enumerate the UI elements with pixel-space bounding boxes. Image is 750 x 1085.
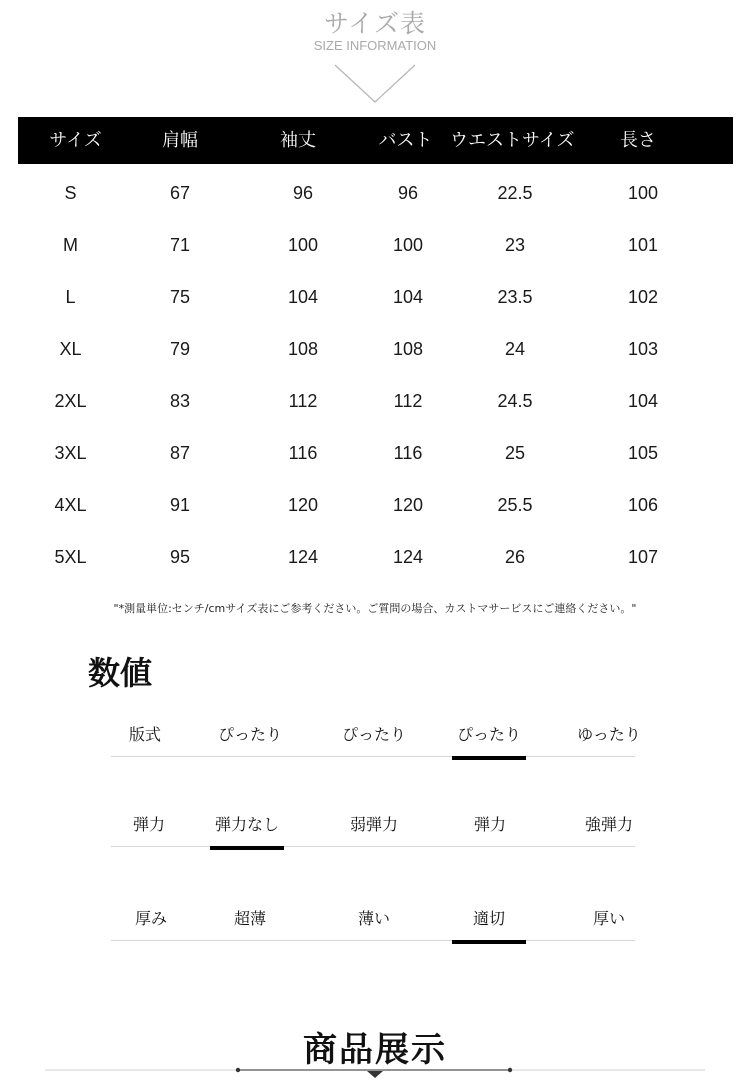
table-cell: 67 — [169, 183, 191, 203]
table-cell: 23 — [504, 235, 526, 255]
section-divider — [45, 1062, 705, 1082]
table-cell: 116 — [288, 443, 318, 463]
table-cell: 96 — [292, 183, 314, 203]
attribute-option: ゆったり — [577, 725, 641, 744]
table-cell: 24 — [504, 339, 526, 359]
table-cell: 124 — [392, 547, 424, 567]
table-cell: 26 — [504, 547, 526, 567]
column-header-waist: ウエストサイズ — [450, 130, 575, 151]
column-header-bust: バスト — [378, 130, 433, 151]
table-cell: 104 — [627, 391, 659, 411]
table-cell: 79 — [169, 339, 191, 359]
table-cell: 100 — [287, 235, 319, 255]
table-cell: 112 — [393, 391, 423, 411]
table-cell: 103 — [627, 339, 659, 359]
table-cell: 102 — [627, 287, 659, 307]
table-cell: 75 — [169, 287, 191, 307]
table-row — [18, 323, 733, 375]
table-cell: 91 — [169, 495, 191, 515]
table-cell: 100 — [392, 235, 424, 255]
table-cell: 23.5 — [497, 287, 533, 307]
table-row — [18, 427, 733, 479]
table-row — [18, 531, 733, 583]
attribute-option: 薄い — [357, 909, 390, 928]
table-cell: 101 — [627, 235, 659, 255]
table-row — [18, 479, 733, 531]
size-chart-subtitle: SIZE INFORMATION — [313, 38, 437, 53]
column-header-sleeve: 袖丈 — [280, 130, 316, 151]
attribute-label: 弾力 — [132, 815, 165, 834]
table-cell: S — [64, 183, 77, 203]
size-chart-title: サイズ表 — [323, 9, 426, 38]
column-header-shoulder: 肩幅 — [162, 130, 198, 151]
measurement-note: "*測量単位:センチ/cmサイズ表にご参考ください。ご質問の場合、カストマサービスにご連絡ください。" — [113, 602, 637, 615]
table-cell: 96 — [397, 183, 419, 203]
table-row — [18, 375, 733, 427]
table-cell: 105 — [627, 443, 659, 463]
attribute-option-selected: 弾力なし — [210, 806, 284, 844]
attribute-option: 弾力 — [473, 815, 506, 834]
table-row — [18, 219, 733, 271]
column-header-length: 長さ — [620, 130, 656, 151]
table-cell: 124 — [287, 547, 319, 567]
attribute-label: 厚み — [134, 909, 167, 928]
attribute-label: 版式 — [128, 725, 161, 744]
table-cell: 25.5 — [497, 495, 533, 515]
table-cell: 120 — [287, 495, 319, 515]
table-cell: 22.5 — [497, 183, 533, 203]
attribute-option: 強弾力 — [584, 815, 633, 834]
table-cell: 120 — [392, 495, 424, 515]
table-cell: 5XL — [54, 547, 87, 567]
table-cell: 87 — [169, 443, 191, 463]
chevron-down-icon — [330, 62, 420, 106]
attribute-option: 厚い — [592, 909, 625, 928]
table-cell: 104 — [392, 287, 424, 307]
table-cell: 104 — [287, 287, 319, 307]
table-cell: 107 — [627, 547, 659, 567]
table-cell: 2XL — [54, 391, 87, 411]
table-cell: 24.5 — [497, 391, 533, 411]
attribute-option: ぴったり — [341, 725, 406, 744]
column-header-size: サイズ — [49, 130, 102, 151]
table-cell: XL — [59, 339, 82, 359]
attribute-option: 超薄 — [233, 909, 266, 928]
table-cell: 95 — [169, 547, 191, 567]
table-cell: 108 — [287, 339, 319, 359]
table-cell: L — [65, 287, 76, 307]
table-cell: 4XL — [54, 495, 87, 515]
attribute-row-thickness — [111, 900, 635, 941]
product-showcase-title: 商品展示 — [303, 1030, 447, 1070]
attribute-row-elasticity — [111, 806, 635, 847]
attribute-option: 弱弾力 — [349, 815, 398, 834]
table-row — [18, 167, 733, 219]
table-cell: 83 — [169, 391, 191, 411]
attribute-option-selected: 適切 — [452, 900, 526, 938]
table-cell: 112 — [288, 391, 318, 411]
table-cell: 100 — [627, 183, 659, 203]
attribute-option-selected: ぴったり — [452, 716, 526, 754]
table-cell: 116 — [393, 443, 423, 463]
table-row — [18, 271, 733, 323]
attribute-row-fit — [111, 716, 641, 757]
table-cell: 106 — [627, 495, 659, 515]
table-cell: 3XL — [54, 443, 87, 463]
table-cell: M — [63, 235, 78, 255]
numbers-section-title: 数値 — [88, 654, 153, 692]
table-cell: 71 — [169, 235, 191, 255]
attribute-option: ぴったり — [217, 725, 282, 744]
size-table-header — [18, 117, 733, 164]
table-cell: 25 — [504, 443, 526, 463]
down-triangle-icon — [367, 1071, 383, 1078]
table-cell: 108 — [392, 339, 424, 359]
